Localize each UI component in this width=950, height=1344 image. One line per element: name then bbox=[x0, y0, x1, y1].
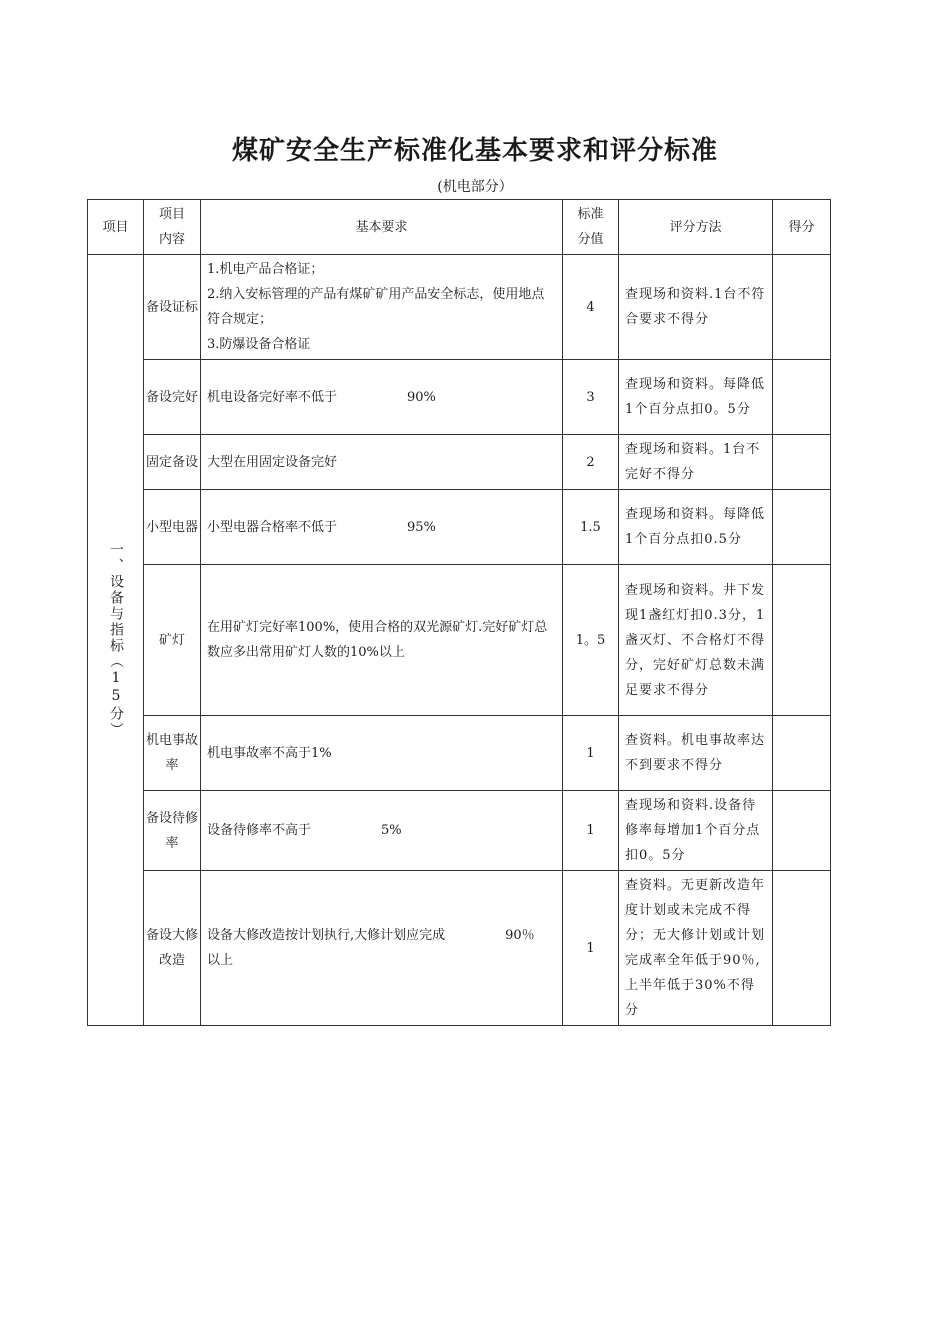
table-row bbox=[88, 435, 831, 490]
row-points bbox=[773, 360, 831, 435]
row-content: 备设证标 bbox=[144, 255, 201, 360]
row-score: 1。5 bbox=[563, 565, 619, 716]
row-method: 查资料。无更新改造年度计划或未完成不得分；无大修计划或计划完成率全年低于90％,上半年低于30%不得分 bbox=[619, 871, 773, 1026]
table-row bbox=[88, 360, 831, 435]
row-score: 2 bbox=[563, 435, 619, 490]
row-score: 1 bbox=[563, 716, 619, 791]
row-content: 小型电器 bbox=[144, 490, 201, 565]
row-points bbox=[773, 255, 831, 360]
standards-table bbox=[87, 199, 831, 1026]
row-requirement bbox=[201, 490, 563, 565]
row-content: 矿灯 bbox=[144, 565, 201, 716]
row-content: 备设完好 bbox=[144, 360, 201, 435]
requirement-text: 小型电器合格率不低于 bbox=[207, 519, 338, 535]
requirement-line: 3.防爆设备合格证 bbox=[207, 337, 311, 352]
header-project: 项目 bbox=[88, 200, 144, 255]
row-content: 备设大修改造 bbox=[144, 871, 201, 1026]
row-method: 查现场和资料。每降低1个百分点扣0。5分 bbox=[619, 360, 773, 435]
requirement-text: 在用矿灯完好率100%，使用合格的双光源矿灯.完好矿灯总数应多出常用矿灯人数的10%以上 bbox=[207, 620, 548, 660]
table-header-row bbox=[88, 200, 831, 255]
row-method: 查现场和资料.1台不符合要求不得分 bbox=[619, 255, 773, 360]
row-requirement bbox=[201, 255, 563, 360]
header-content: 项目内容 bbox=[144, 200, 201, 255]
row-points bbox=[773, 716, 831, 791]
row-score: 3 bbox=[563, 360, 619, 435]
header-score: 标准分值 bbox=[563, 200, 619, 255]
row-points bbox=[773, 435, 831, 490]
table-row bbox=[88, 871, 831, 1026]
section-label: 一、设备与指标（15分） bbox=[108, 542, 124, 738]
requirement-value: 90% bbox=[407, 389, 436, 405]
page-subtitle: (机电部分） bbox=[437, 179, 513, 195]
row-requirement bbox=[201, 871, 563, 1026]
table-row bbox=[88, 565, 831, 716]
row-score: 4 bbox=[563, 255, 619, 360]
row-method: 查现场和资料.设备待修率每增加1个百分点扣0。5分 bbox=[619, 791, 773, 871]
row-score: 1.5 bbox=[563, 490, 619, 565]
row-requirement bbox=[201, 791, 563, 871]
table-row bbox=[88, 716, 831, 791]
requirement-line: 2.纳入安标管理的产品有煤矿矿用产品安全标志，使用地点符合规定； bbox=[207, 287, 545, 327]
row-requirement bbox=[201, 360, 563, 435]
header-points: 得分 bbox=[773, 200, 831, 255]
table-row bbox=[88, 791, 831, 871]
requirement-value: 90％ bbox=[505, 928, 535, 943]
row-requirement bbox=[201, 565, 563, 716]
row-method: 查现场和资料。1台不完好不得分 bbox=[619, 435, 773, 490]
requirement-text: 机电设备完好率不低于 bbox=[207, 389, 338, 405]
page-title: 煤矿安全生产标准化基本要求和评分标准 bbox=[231, 136, 718, 166]
section-cell bbox=[88, 255, 144, 1026]
requirement-text: 设备大修改造按计划执行,大修计划应完成 bbox=[207, 928, 446, 943]
requirement-value: 95% bbox=[407, 519, 436, 535]
row-score: 1 bbox=[563, 791, 619, 871]
row-method: 查现场和资料。井下发现1盏红灯扣0.3分，1盏灭灯、不合格灯不得分，完好矿灯总数未满足要求不得分 bbox=[619, 565, 773, 716]
table-row bbox=[88, 490, 831, 565]
row-requirement bbox=[201, 716, 563, 791]
row-method: 查资料。机电事故率达不到要求不得分 bbox=[619, 716, 773, 791]
row-points bbox=[773, 791, 831, 871]
header-method: 评分方法 bbox=[619, 200, 773, 255]
requirement-text: 设备待修率不高于 bbox=[207, 823, 312, 838]
row-points bbox=[773, 490, 831, 565]
table-row bbox=[88, 255, 831, 360]
row-score: 1 bbox=[563, 871, 619, 1026]
row-points bbox=[773, 565, 831, 716]
requirement-line: 1.机电产品合格证； bbox=[207, 262, 324, 277]
requirement-value: 5% bbox=[381, 823, 402, 838]
row-points bbox=[773, 871, 831, 1026]
requirement-text: 大型在用固定设备完好 bbox=[207, 454, 338, 470]
row-content: 备设待修率 bbox=[144, 791, 201, 871]
requirement-line: 以上 bbox=[207, 953, 234, 968]
requirement-text: 机电事故率不高于1% bbox=[207, 745, 332, 761]
header-requirement: 基本要求 bbox=[201, 200, 563, 255]
row-method: 查现场和资料。每降低1个百分点扣0.5分 bbox=[619, 490, 773, 565]
row-content: 机电事故率 bbox=[144, 716, 201, 791]
row-requirement bbox=[201, 435, 563, 490]
row-content: 固定备设 bbox=[144, 435, 201, 490]
